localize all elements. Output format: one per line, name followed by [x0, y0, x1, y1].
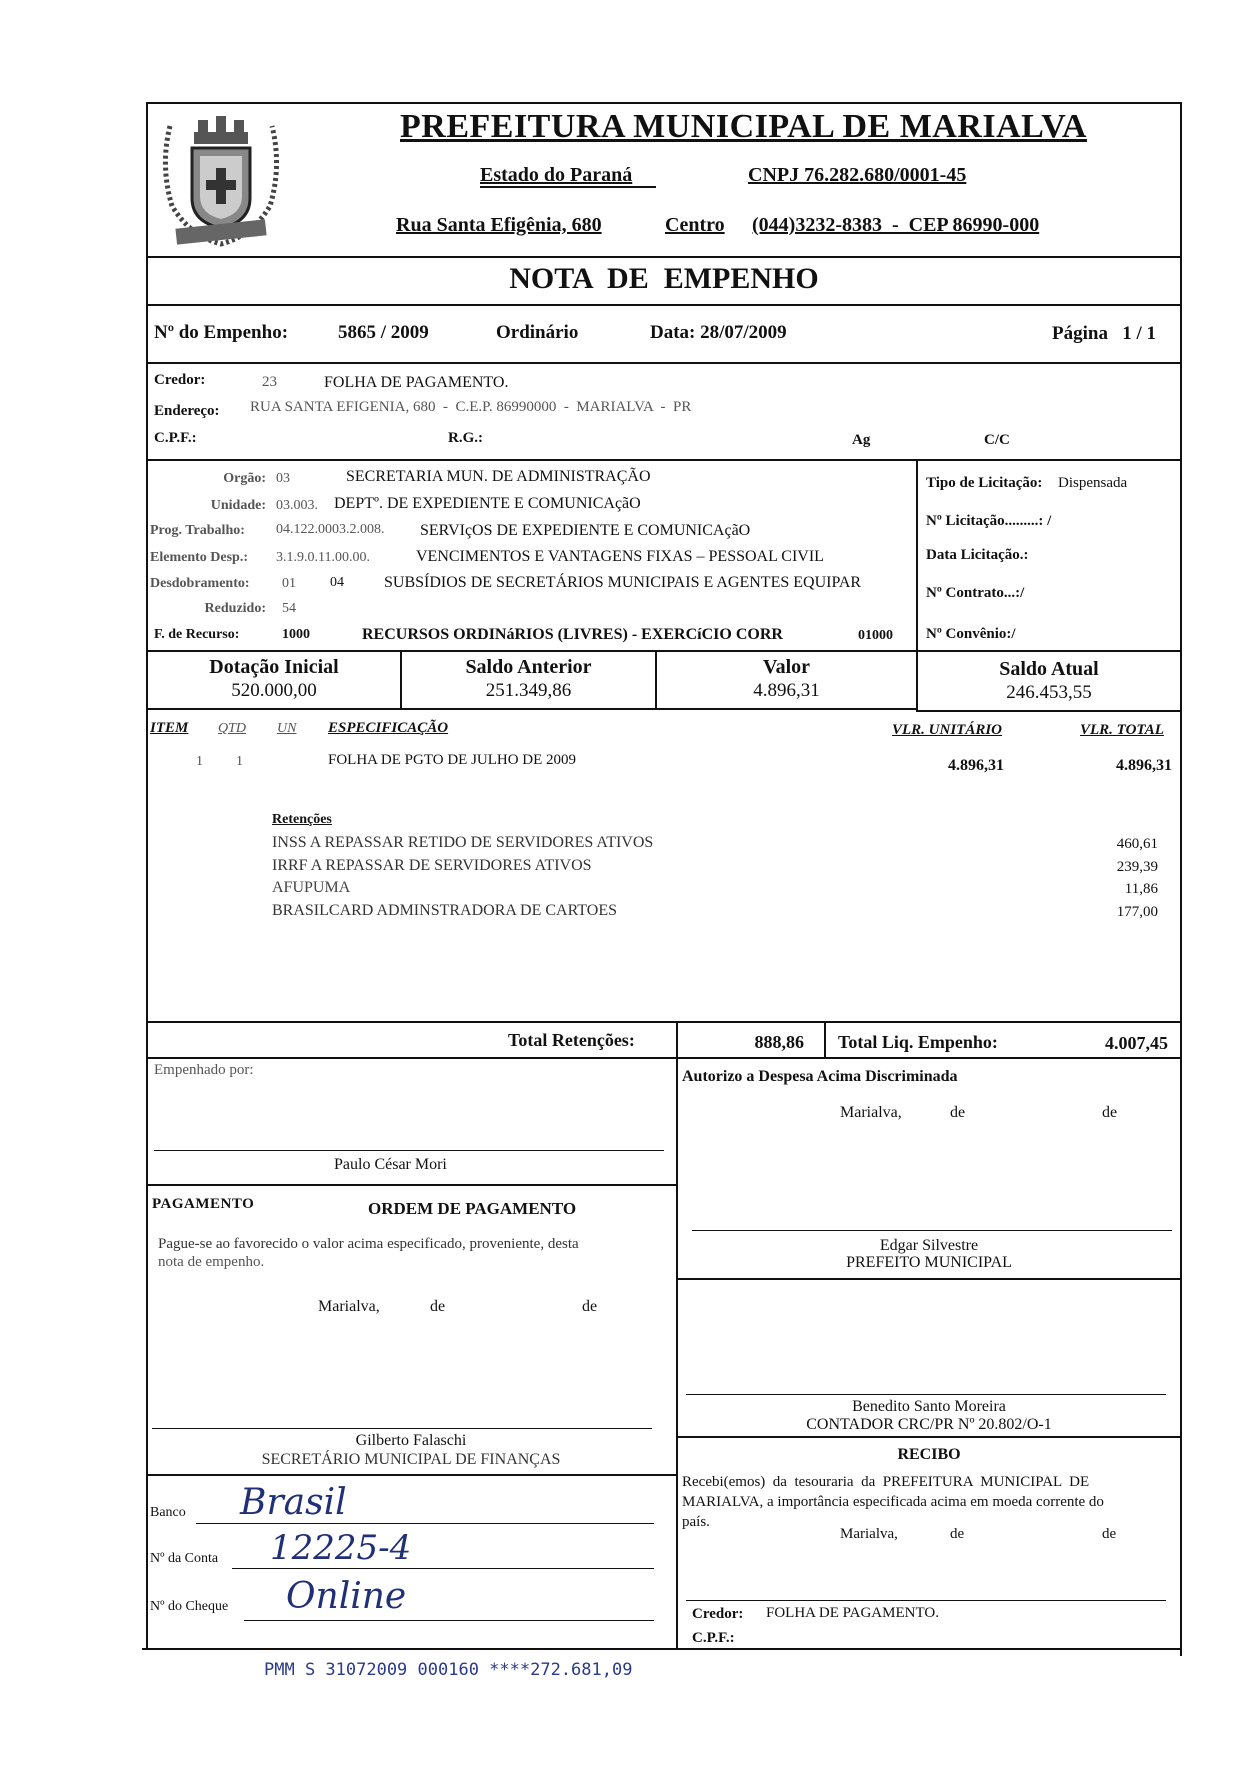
address-label: Endereço:: [154, 403, 220, 419]
banco-label: Banco: [150, 1505, 186, 1520]
total-retencoes-label: Total Retenções:: [508, 1030, 635, 1050]
pagamento-place: Marialva,: [318, 1298, 380, 1315]
prog-code: 04.122.0003.2.008.: [276, 522, 385, 537]
ag-label: Ag: [852, 432, 871, 448]
contador-name: Benedito Santo Moreira: [852, 1398, 1006, 1415]
conta-label: Nº da Conta: [150, 1551, 219, 1566]
convenio-number: Nº Convênio:/: [926, 626, 1016, 642]
reduzido-code: 54: [282, 601, 296, 616]
ordem-pagamento-label: ORDEM DE PAGAMENTO: [368, 1199, 577, 1218]
recibo-de2: de: [1102, 1526, 1117, 1542]
saldo-atual-label: Saldo Atual: [999, 658, 1099, 680]
credor-code: 23: [262, 374, 277, 390]
recibo-text3: país.: [682, 1514, 710, 1530]
recurso-label: F. de Recurso:: [154, 627, 240, 642]
item-unit-price: 4.896,31: [948, 757, 1004, 774]
recibo-credor-label: Credor:: [692, 1606, 744, 1622]
desdobramento-desc: SUBSÍDIOS DE SECRETÁRIOS MUNICIPAIS E AGENTES EQUIPAR: [384, 574, 862, 591]
prog-label: Prog. Trabalho:: [150, 523, 245, 538]
dotacao-label: Dotação Inicial: [209, 656, 339, 678]
saldo-anterior-label: Saldo Anterior: [465, 656, 592, 678]
item-spec: FOLHA DE PGTO DE JULHO DE 2009: [328, 752, 577, 768]
retencao-desc: INSS A REPASSAR RETIDO DE SERVIDORES ATIVOS: [272, 834, 654, 851]
conta-value: 12225-4: [270, 1528, 412, 1568]
secretario-name: Gilberto Falaschi: [355, 1432, 467, 1449]
unidade-desc: DEPTº. DE EXPEDIENTE E COMUNICAçãO: [334, 495, 641, 512]
pagamento-text2: nota de empenho.: [158, 1254, 265, 1270]
col-item: ITEM: [150, 720, 189, 736]
page-number: Página 1 / 1: [1052, 323, 1156, 344]
secretario-role: SECRETÁRIO MUNICIPAL DE FINANÇAS: [261, 1451, 561, 1468]
autorizo-de1: de: [950, 1104, 966, 1121]
cnpj: CNPJ 76.282.680/0001-45: [748, 164, 967, 186]
state-name: Estado do Paraná: [480, 164, 633, 186]
payment-stamp: PMM S 31072009 000160 ****272.681,09: [264, 1660, 633, 1680]
retencao-value: 239,39: [1116, 859, 1158, 875]
autorizo-place: Marialva,: [840, 1104, 902, 1121]
prefeito-role: PREFEITO MUNICIPAL: [846, 1254, 1012, 1271]
recibo-text1: Recebi(emos) da tesouraria da PREFEITURA MUNICIPAL DE: [682, 1474, 1090, 1490]
autorizo-de2: de: [1102, 1104, 1118, 1121]
desdobramento-code1: 01: [282, 576, 296, 591]
col-spec: ESPECIFICAÇÃO: [328, 720, 449, 736]
empenho-type: Ordinário: [496, 322, 579, 343]
retencao-value: 460,61: [1116, 836, 1158, 852]
autorizo-label: Autorizo a Despesa Acima Discriminada: [682, 1068, 958, 1085]
item-qty: 1: [236, 754, 243, 769]
tipo-licitacao-label: Tipo de Licitação:: [926, 475, 1043, 491]
cheque-label: Nº do Cheque: [150, 1599, 229, 1614]
recurso-code2: 01000: [858, 628, 893, 643]
retencao-desc: IRRF A REPASSAR DE SERVIDORES ATIVOS: [272, 857, 592, 874]
cheque-value: Online: [286, 1576, 407, 1617]
elemento-label: Elemento Desp.:: [150, 550, 248, 565]
cpf-label: C.P.F.:: [154, 430, 197, 446]
saldo-atual-value: 246.453,55: [1006, 682, 1092, 703]
orgao-desc: SECRETARIA MUN. DE ADMINISTRAÇÃO: [346, 468, 651, 485]
credor-name: FOLHA DE PAGAMENTO.: [324, 374, 509, 391]
recibo-cpf-label: C.P.F.:: [692, 1630, 735, 1646]
municipality-title: PREFEITURA MUNICIPAL DE MARIALVA: [400, 108, 1087, 145]
pagamento-de1: de: [430, 1298, 446, 1315]
recibo-title: RECIBO: [897, 1446, 961, 1463]
recibo-text2: MARIALVA, a importância especificada acima em moeda corrente do: [682, 1494, 1104, 1510]
total-liquido-value: 4.007,45: [1105, 1033, 1168, 1053]
elemento-desc: VENCIMENTOS E VANTAGENS FIXAS – PESSOAL CIVIL: [416, 548, 824, 565]
empenho-date: Data: 28/07/2009: [650, 322, 787, 343]
contrato-number: Nº Contrato...:/: [926, 585, 1025, 601]
col-unit-price: VLR. UNITÁRIO: [892, 722, 1003, 738]
retencoes-title: Retenções: [272, 812, 332, 827]
tipo-licitacao-value: Dispensada: [1058, 475, 1128, 491]
banco-value: Brasil: [240, 1482, 347, 1523]
col-total: VLR. TOTAL: [1080, 722, 1164, 738]
orgao-label: Orgão:: [223, 471, 266, 486]
empenho-number-label: Nº do Empenho:: [154, 322, 289, 343]
empenhado-label: Empenhado por:: [154, 1062, 254, 1078]
total-retencoes-value: 888,86: [754, 1032, 804, 1052]
elemento-code: 3.1.9.0.11.00.00.: [276, 550, 370, 565]
phone-cep: (044)3232-8383 - CEP 86990-000: [752, 214, 1040, 236]
document-title: NOTA DE EMPENHO: [509, 262, 819, 295]
retencao-value: 177,00: [1116, 904, 1158, 920]
rg-label: R.G.:: [448, 430, 483, 446]
col-qtd: QTD: [218, 721, 247, 736]
pagamento-label: PAGAMENTO: [152, 1196, 255, 1212]
state-underline: [480, 186, 656, 188]
empenho-number: 5865 / 2009: [338, 322, 429, 343]
recibo-credor-value: FOLHA DE PAGAMENTO.: [766, 1605, 939, 1621]
valor-value: 4.896,31: [753, 680, 820, 701]
reduzido-label: Reduzido:: [204, 601, 266, 616]
item-total: 4.896,31: [1116, 757, 1172, 774]
item-number: 1: [196, 754, 203, 769]
unidade-label: Unidade:: [210, 498, 266, 513]
unidade-code: 03.003.: [276, 498, 318, 513]
recurso-desc: RECURSOS ORDINáRIOS (LIVRES) - EXERCíCIO CORR: [362, 626, 783, 643]
dotacao-value: 520.000,00: [231, 680, 317, 701]
desdobramento-code2: 04: [330, 575, 344, 590]
credor-label: Credor:: [154, 372, 206, 388]
saldo-anterior-value: 251.349,86: [485, 680, 572, 701]
empenhado-name: Paulo César Mori: [334, 1156, 447, 1173]
pagamento-de2: de: [582, 1298, 598, 1315]
coat-of-arms-icon: [150, 106, 292, 252]
desdobramento-label: Desdobramento:: [150, 576, 250, 591]
licitacao-number: Nº Licitação.........: /: [926, 513, 1052, 529]
credor-address: RUA SANTA EFIGENIA, 680 - C.E.P. 86990000 - MARIALVA - PR: [250, 399, 692, 415]
retencao-desc: BRASILCARD ADMINSTRADORA DE CARTOES: [272, 902, 618, 919]
cc-label: C/C: [984, 432, 1010, 448]
licitacao-date: Data Licitação.:: [926, 547, 1029, 563]
prefeito-name: Edgar Silvestre: [879, 1237, 979, 1254]
recibo-place: Marialva,: [840, 1526, 898, 1542]
pagamento-text1: Pague-se ao favorecido o valor acima especificado, proveniente, desta: [158, 1236, 579, 1252]
valor-label: Valor: [762, 656, 811, 678]
orgao-code: 03: [276, 471, 290, 486]
retencao-value: 11,86: [1124, 881, 1158, 897]
prog-desc: SERVIçOS DE EXPEDIENTE E COMUNICAçãO: [420, 522, 751, 539]
col-un: UN: [277, 721, 297, 736]
recibo-de1: de: [950, 1526, 965, 1542]
contador-role: CONTADOR CRC/PR Nº 20.802/O-1: [806, 1416, 1052, 1433]
district: Centro: [665, 214, 725, 236]
retencao-desc: AFUPUMA: [272, 879, 351, 896]
recurso-code: 1000: [282, 627, 310, 642]
total-liquido-label: Total Liq. Empenho:: [838, 1032, 998, 1052]
street-address: Rua Santa Efigênia, 680: [396, 214, 602, 236]
